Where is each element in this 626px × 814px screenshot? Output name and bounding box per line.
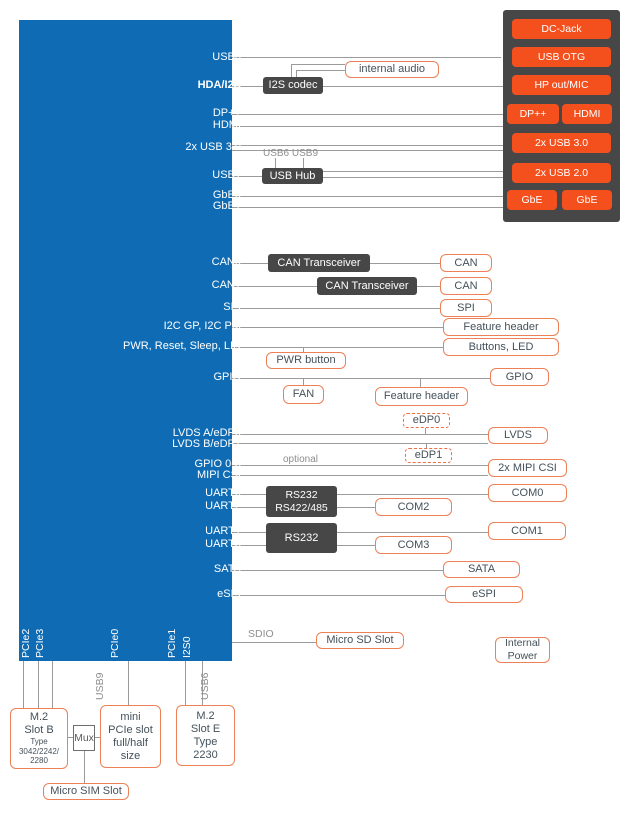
connector-line [337,545,375,546]
m2-e-line4: 2230 [193,748,218,761]
connector-line [232,642,316,643]
connector-line [232,475,488,476]
uart-bridge-a-line1: RS232 [285,488,318,501]
mini-pcie-line2: PCIe slot [108,723,153,736]
internal-power-line1: Internal [504,637,541,649]
connector-line [232,443,488,444]
connector-line [275,158,276,168]
connector-line [232,196,503,197]
pin-label-can0: CAN0 [211,256,241,268]
io-gbe-left: GbE [507,190,557,210]
uart-bridge-a-line2: RS422/485 [275,501,328,514]
connector-line [232,570,443,571]
lvds-box: LVDS [488,427,548,444]
connector-line [370,263,440,264]
pin-label-mipi: MIPI CSI [196,469,241,481]
connector-line [232,465,488,466]
connector-line [232,57,501,58]
pin-label-usb0: USB0 [212,51,241,63]
feature-header-box: Feature header [443,318,559,336]
internal-power-line2: Power [507,650,538,662]
connector-line [38,661,39,708]
internal-audio-box: internal audio [345,61,439,78]
com2-box: COM2 [375,498,452,516]
feature-header-mid-box: Feature header [375,387,468,406]
route-label-usb9: USB9 [94,672,106,700]
connector-line [323,171,503,172]
can-transceiver-chip-1: CAN Transceiver [317,277,417,295]
com1-box: COM1 [488,522,566,540]
edp1-box: eDP1 [405,448,452,463]
connector-line [128,661,129,705]
connector-line [232,145,503,146]
usb-hub-ports-label: USB6 USB9 [263,148,319,159]
m2-e-line1: M.2 [196,709,215,722]
micro-sim-box: Micro SIM Slot [43,783,129,800]
connector-line [296,70,345,71]
pin-label-gbe0: GbE0 [212,189,241,201]
connector-line [323,177,503,178]
connector-line [303,378,304,385]
connector-line [23,661,24,708]
pin-label-gpio: GPIO [213,371,241,383]
i2s-codec-chip: I2S codec [263,77,323,94]
io-dc-jack: DC-Jack [512,19,611,39]
connector-line [417,286,440,287]
pin-label-gbe1: GbE1 [212,200,241,212]
m2-b-type2: 3042/2242/ [18,746,60,756]
can-box-0: CAN [440,254,492,272]
connector-line [232,308,440,309]
connector-line [232,595,445,596]
connector-line [84,751,85,783]
m2-b-type1: Type [30,737,48,747]
connector-line [303,158,304,168]
pin-label-sata: SATA [213,563,241,575]
m2-slot-e-box [176,705,235,766]
connector-line [232,126,503,127]
io-hdmi: HDMI [562,104,612,124]
connector-line [232,286,317,287]
m2-e-line2: Slot E [190,722,221,735]
connector-line [232,327,443,328]
m2-b-type3: 2280 [30,756,48,766]
m2-slot-b-box [10,708,68,769]
connector-line [232,207,503,208]
mini-pcie-line3: full/half [113,736,148,749]
pin-label-lvds-b: LVDS B/eDP1 [172,438,241,450]
pin-label-espi: eSPI [217,588,241,600]
connector-line [232,434,488,435]
m2-b-line1: M.2 [29,711,49,724]
pwr-button-box: PWR button [266,352,346,369]
connector-line [291,64,345,65]
mux-box: Mux [73,725,95,751]
can-transceiver-chip-0: CAN Transceiver [268,254,370,272]
connector-line [232,114,503,115]
connector-line [425,428,426,434]
mini-pcie-slot-box [100,705,161,768]
pin-label-usb4: USB4 [5,630,17,658]
sata-box: SATA [443,561,520,578]
pin-label-pcie2: PCIe2 [20,628,32,658]
sdio-note: SDIO [248,628,274,640]
connector-line [296,70,297,77]
mini-pcie-line4: size [120,749,141,762]
buttons-led-box: Buttons, LED [443,338,559,356]
internal-power-box [495,637,550,663]
pin-label-uart2: UART2 [205,500,241,512]
m2-e-line3: Type [193,735,218,748]
pin-label-uart0: UART0 [205,487,241,499]
can-box-1: CAN [440,277,492,295]
mini-pcie-line1: mini [120,710,141,723]
pin-label-dp: DP++ [212,107,241,119]
io-usb20: 2x USB 2.0 [512,163,611,183]
pin-label-lvds-a: LVDS A/eDP0 [172,427,241,439]
io-usb30: 2x USB 3.0 [512,133,611,153]
pin-label-pcie1: PCIe1 [166,628,178,658]
fan-box: FAN [283,385,324,404]
connector-line [420,378,421,387]
route-label-usb6: USB6 [199,672,211,700]
connector-line [337,494,488,495]
optional-note: optional [283,454,319,465]
pin-label-pcie3: PCIe3 [34,628,46,658]
pin-label-gpio03: GPIO 0-3 [194,458,241,470]
pin-label-can1: CAN1 [211,279,241,291]
connector-line [323,86,503,87]
pin-label-spi: SPI [223,301,241,313]
m2-b-line2: Slot B [24,724,54,737]
uart-bridge-chip-b: RS232 [266,523,337,553]
io-dp: DP++ [507,104,559,124]
connector-line [337,507,375,508]
pin-label-usb1: USB1 [212,169,241,181]
pin-label-hdmi: HDMI [212,119,241,131]
pin-label-i2c: I2C GP, I2C PM [163,320,241,332]
connector-line [291,64,292,77]
pin-label-i2s0: I2S0 [181,636,193,658]
com0-box: COM0 [488,484,567,502]
gpio-box: GPIO [490,368,549,386]
edp0-box: eDP0 [403,413,450,428]
io-gbe-right: GbE [562,190,612,210]
pin-label-uart1: UART1 [205,525,241,537]
pin-label-usb30: 2x USB 3.0 [185,141,241,153]
usb-hub-chip: USB Hub [262,168,323,184]
spi-box: SPI [440,299,492,317]
connector-line [232,378,490,379]
pin-label-uart3: UART3 [205,538,241,550]
io-usb-otg: USB OTG [512,47,611,67]
pin-label-pcie0: PCIe0 [109,628,121,658]
pin-label-pwr: PWR, Reset, Sleep, LID [123,340,241,352]
module-block [19,20,241,661]
io-hp-out-mic: HP out/MIC [512,75,611,95]
espi-box: eSPI [445,586,523,603]
connector-line [337,532,488,533]
connector-line [185,661,186,705]
connector-line [232,347,443,348]
micro-sd-box: Micro SD Slot [316,632,404,649]
connector-line [52,661,53,708]
uart-bridge-chip-a [266,486,337,517]
mipi-csi-box: 2x MIPI CSI [488,459,567,477]
pin-label-hda-i2s: HDA/I2S [197,79,241,91]
com3-box: COM3 [375,536,452,554]
